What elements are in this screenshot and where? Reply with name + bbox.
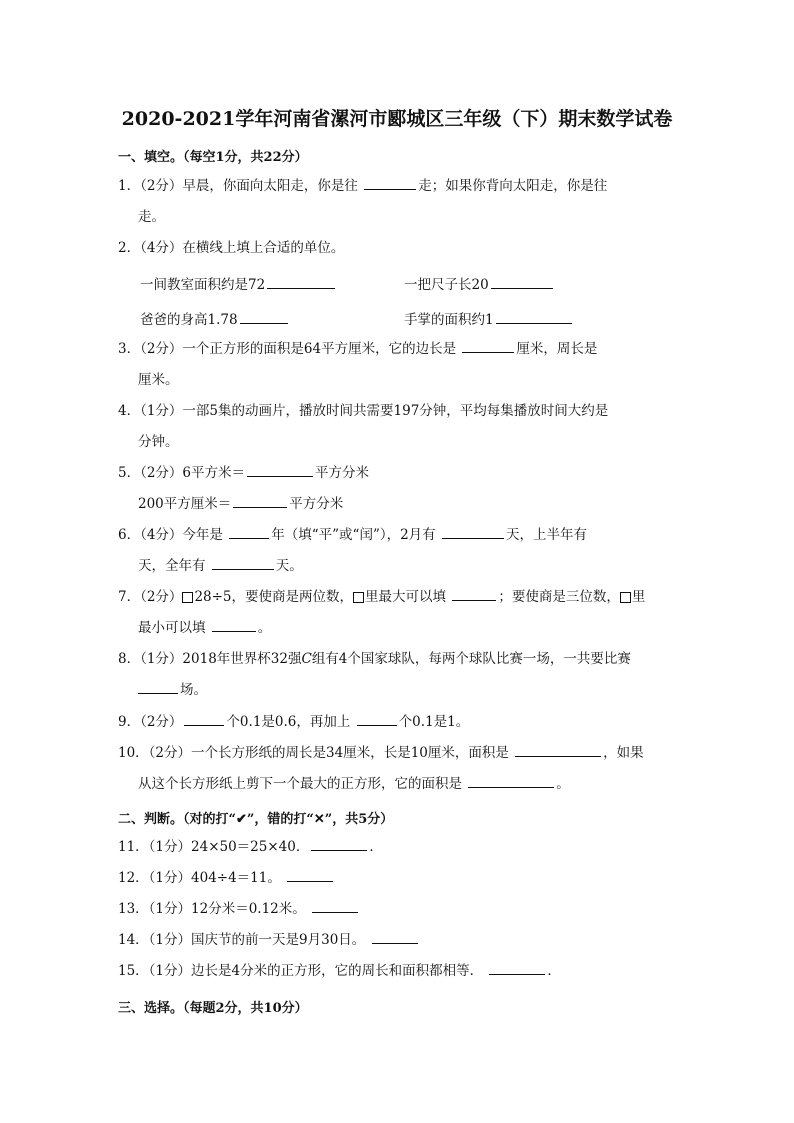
question-9: 9．（2分） 个0.1是0.6，再加上 个0.1是1。 [118,707,678,738]
section-heading-multiple-choice: 三、选择。（每题2分，共10分） [118,1001,308,1016]
question-2-item-2: 一把尺子长20 [404,273,555,293]
question-11: 11．（1分）24×50＝25×40． ． [118,832,678,863]
question-3: 3．（2分）一个正方形的面积是64平方厘米，它的边长是 厘米，周长是 厘米。 [118,334,678,396]
page-title: 2020-2021学年河南省漯河市郾城区三年级（下）期末数学试卷 [121,108,673,130]
answer-blank[interactable] [489,960,545,975]
answer-blank[interactable] [311,836,367,851]
question-6: 6．（4分）今年是 年（填“平”或“闰”），2月有 天，上半年有 天，全年有 天。 [118,520,678,582]
question-2: 2．（4分）在横线上填上合适的单位。 [118,240,345,256]
answer-blank[interactable] [267,274,335,289]
square-box-icon [353,592,364,603]
answer-blank[interactable] [364,175,416,190]
question-2-item-1: 一间教室面积约是72 [140,273,337,293]
answer-blank[interactable] [491,274,553,289]
answer-blank[interactable] [357,711,397,726]
answer-blank[interactable] [229,524,269,539]
answer-blank[interactable] [452,586,496,601]
answer-blank[interactable] [462,338,514,353]
answer-blank[interactable] [233,493,287,508]
answer-blank[interactable] [515,742,601,757]
square-box-icon [182,592,193,603]
question-8: 8．（1分）2018年世界杯32强C组有4个国家球队，每两个球队比赛一场，一共要比赛 场。 [118,651,631,698]
question-12: 12．（1分）404÷4＝11。 [118,863,678,894]
question-2-item-3: 爸爸的身高1.78 [140,308,290,328]
question-4: 4．（1分）一部5集的动画片，播放时间共需要197分钟，平均每集播放时间大约是 分钟。 [118,403,609,450]
answer-blank[interactable] [184,711,224,726]
answer-blank[interactable] [287,867,333,882]
question-5: 5．（2分）6平方米＝ 平方分米 200平方厘米＝ 平方分米 [118,458,678,520]
question-14: 14．（1分）国庆节的前一天是9月30日。 [118,925,678,956]
question-7: 7．（2分） 28÷5，要使商是两位数， 里最大可以填 ；要使商是三位数， 里 最小可以填 。 [118,582,678,644]
question-1: 1．（2分）早晨，你面向太阳走，你是往 走；如果你背向太阳走，你是往 走。 [118,171,678,233]
answer-blank[interactable] [372,929,418,944]
question-10: 10．（2分）一个长方形纸的周长是34厘米，长是10厘米，面积是 ，如果 从这个长方形纸上剪下一个最大的正方形，它的面积是 。 [118,738,678,800]
answer-blank[interactable] [138,679,178,694]
section-heading-true-false: 二、判断。（对的打“✔”，错的打“✕”，共5分） [118,812,394,827]
answer-blank[interactable] [442,524,504,539]
question-15: 15．（1分）边长是4分米的正方形，它的周长和面积都相等． ． [118,956,678,987]
section-heading-fill-in: 一、填空。（每空1分，共22分） [118,150,308,165]
answer-blank[interactable] [212,617,256,632]
question-13: 13．（1分）12分米＝0.12米。 [118,894,678,925]
answer-blank[interactable] [240,309,288,324]
answer-blank[interactable] [468,773,554,788]
square-box-icon [620,592,631,603]
answer-blank[interactable] [312,898,358,913]
answer-blank[interactable] [212,555,274,570]
answer-blank[interactable] [496,309,572,324]
question-2-item-4: 手掌的面积约1 [404,308,574,328]
answer-blank[interactable] [247,462,313,477]
